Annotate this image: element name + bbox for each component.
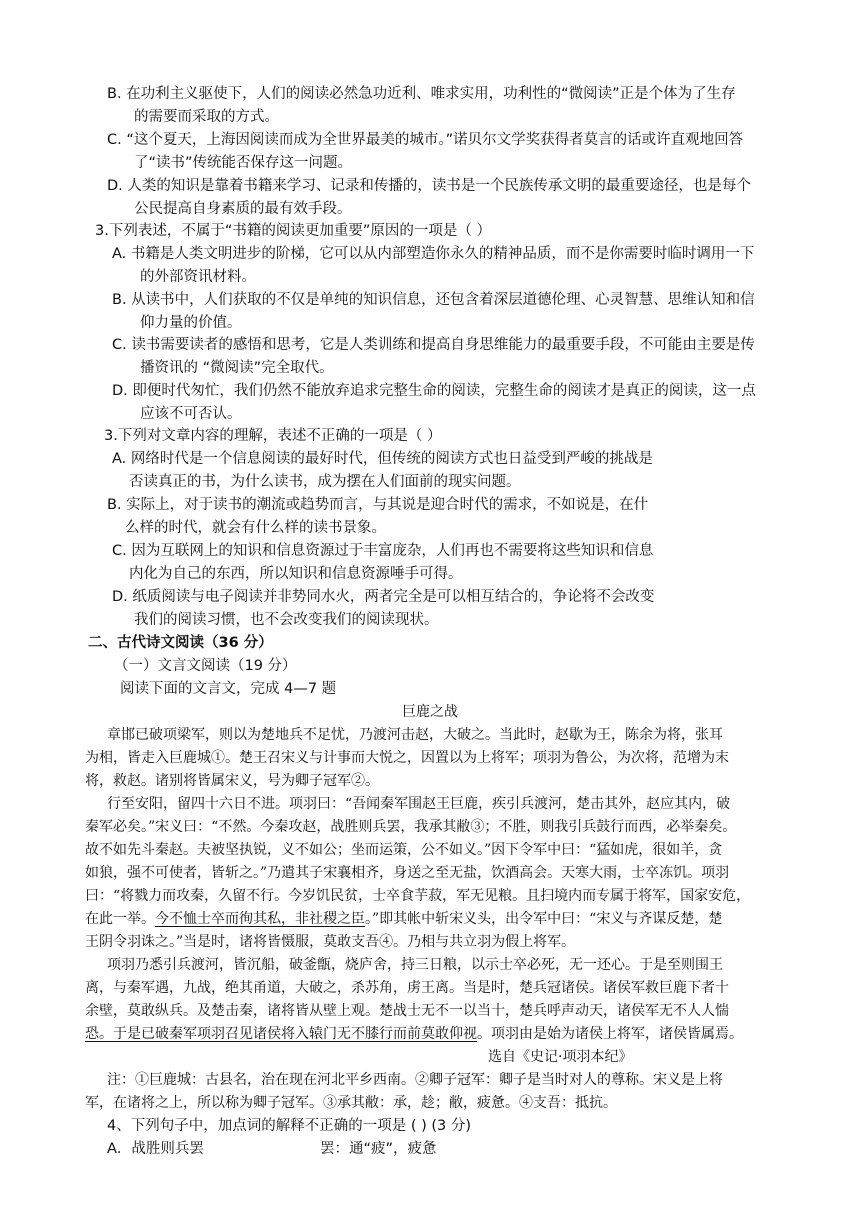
passage-p2-line6-tail: 。”即其帐中斩宋义头，出令军中曰：“宋义与齐谋反楚，楚 <box>365 911 723 927</box>
section-title: 二、古代诗文阅读（36 分） <box>88 635 273 651</box>
q3a-option-d-line2: 应该不可否认。 <box>140 406 242 422</box>
reading-instruction: 阅读下面的文言文，完成 4—7 题 <box>120 681 337 697</box>
q3b-option-b-line2: 么样的时代，就会有什么样的读书景象。 <box>125 520 386 536</box>
q4-stem: 4、下列句子中，加点词的解释不正确的一项是 ( ) (3 分) <box>107 1118 472 1134</box>
passage-p3-line4 <box>85 1023 743 1045</box>
passage-p3-line1: 项羽乃悉引兵渡河，皆沉船，破釜甑，烧庐舍，持三日粮，以示士卒必死，无一还心。于是至则围王 <box>107 957 723 973</box>
q3b-stem: 3.下列对文章内容的理解，表述不正确的一项是（ ） <box>104 428 442 444</box>
passage-p2-line2: 秦军必矣。”宋义曰：“不然。今秦攻赵，战胜则兵罢，我承其敝③；不胜，则我引兵鼓行而西，必举秦矣。 <box>85 819 737 835</box>
passage-p1-line2: 为相，皆走入巨鹿城①。楚王召宋义与计事而大悦之，因置以为上将军；项羽为鲁公，为次将，范增为末 <box>85 750 729 766</box>
q2-option-c-line2: 了“读书”传统能否保存这一问题。 <box>134 155 353 171</box>
q3a-option-b-line2: 仰力量的价值。 <box>140 315 242 331</box>
q3a-stem: 3.下列表述，不属于“书籍的阅读更加重要”原因的一项是（ ） <box>95 223 491 239</box>
q3b-option-b-line1: B. 实际上，对于读书的潮流或趋势而言，与其说是迎合时代的需求，不如说是，在什 <box>107 497 649 513</box>
q3b-option-c-line2: 内化为自己的东西，所以知识和信息资源唾手可得。 <box>129 566 463 582</box>
passage-p2-line5: 曰：“将戮力而攻秦，久留不行。今岁饥民贫，士卒食芋菽，军无见粮。且扫境内而专属于将军，国家安危， <box>85 888 751 904</box>
passage-note-line1: 注：①巨鹿城：古县名，治在现在河北平乡西南。②卿子冠军：卿子是当时对人的尊称。宋义是上将 <box>107 1072 723 1088</box>
q2-option-d-line1: D. 人类的知识是靠着书籍来学习、记录和传播的，读书是一个民族传承文明的最重要途径，也是每个 <box>107 178 751 194</box>
passage-p2-line4: 如狼，强不可使者，皆斩之。”乃遣其子宋襄相齐，身送之至无盐，饮酒高会。天寒大雨，士卒冻饥。项羽 <box>85 865 730 881</box>
passage-p1-line3: 将，救赵。诸别将皆属宋义，号为卿子冠军②。 <box>85 773 379 789</box>
q2-option-b-line2: 的需要而采取的方式。 <box>134 109 279 125</box>
passage-p3-line4-tail: 。项羽由是始为诸侯上将军，诸侯皆属焉。 <box>477 1026 743 1042</box>
passage-p2-line3: 故不如先斗秦赵。夫被坚执锐，义不如公；坐而运策，公不如义。”因下令军中曰：“猛如虎，很如羊，贪 <box>85 842 723 858</box>
passage-p2-line6 <box>85 908 722 930</box>
q2-option-b-line1: B. 在功利主义驱使下，人们的阅读必然急功近利、唯求实用，功利性的“微阅读”正是个体为了生存 <box>107 86 736 102</box>
q3a-option-d-line1: D. 即便时代匆忙，我们仍然不能放弃追求完整生命的阅读，完整生命的阅读才是真正的阅读，这一点 <box>112 383 756 399</box>
passage-source: 选自《史记·项羽本纪》 <box>488 1049 633 1065</box>
q3b-option-c-line1: C. 因为互联网上的知识和信息资源过于丰富庞杂，人们再也不需要将这些知识和信息 <box>112 543 654 559</box>
q3a-option-b-line1: B. 从读书中，人们获取的不仅是单纯的知识信息，还包含着深层道德伦理、心灵智慧、思维认知和信 <box>112 292 755 308</box>
passage-note-line2: 军，在诸将之上，所以称为卿子冠军。③承其敝：承，趁；敝，疲惫。④支吾：抵抗。 <box>85 1095 617 1111</box>
q2-option-d-line2: 公民提高自身素质的最有效手段。 <box>134 201 352 217</box>
q3a-option-c-line2: 播资讯的 “微阅读”完全取代。 <box>140 360 334 376</box>
underlined-sentence-2: 恐。于是已破秦军项羽召见诸侯将入辕门无不膝行而前莫敢仰视 <box>85 1026 477 1042</box>
passage-p3-line2: 离，与秦军遇，九战，绝其甬道，大破之，杀苏角，虏王离。当是时，楚兵冠诸侯。诸侯军救巨鹿下者十 <box>85 980 729 996</box>
q2-option-c-line1: C. “这个夏天，上海因阅读而成为全世界最美的城市。”诺贝尔文学奖获得者莫言的话或许直观地回答 <box>107 132 744 148</box>
underlined-sentence-1: 今不恤士卒而徇其私，非社稷之臣 <box>155 911 365 927</box>
q3a-option-a-line1: A. 书籍是人类文明进步的阶梯，它可以从内部塑造你永久的精神品质，而不是你需要时临时调用一下 <box>112 246 755 262</box>
q3b-option-d-line2: 我们的阅读习惯，也不会改变我们的阅读现状。 <box>134 612 439 628</box>
q3a-option-c-line1: C. 读书需要读者的感悟和思考，它是人类训练和提高自身思维能力的最重要手段，不可能由主要是传 <box>112 337 755 353</box>
passage-p1-line1: 章邯已破项梁军，则以为楚地兵不足忧，乃渡河击赵，大破之。当此时，赵歇为王，陈余为将，张耳 <box>107 727 723 743</box>
passage-p2-line7: 王阴令羽诛之。”当是时，诸将皆慑服，莫敢支吾④。乃相与共立羽为假上将军。 <box>85 934 576 950</box>
q3b-option-a-line2: 否读真正的书，为什么读书，成为摆在人们面前的现实问题。 <box>129 474 521 490</box>
q4-option-a-gloss: 罢：通“疲”，疲惫 <box>320 1141 437 1157</box>
q3b-option-d-line1: D. 纸质阅读与电子阅读并非势同水火，两者完全是可以相互结合的，争论将不会改变 <box>112 589 655 605</box>
subsection-title: （一）文言文阅读（19 分） <box>114 658 297 674</box>
q3b-option-a-line1: A. 网络时代是一个信息阅读的最好时代，但传统的阅读方式也日益受到严峻的挑战是 <box>112 451 653 467</box>
q3a-option-a-line2: 的外部资讯材料。 <box>140 269 256 285</box>
passage-p2-line6-lead: 在此一举。 <box>85 911 155 927</box>
passage-p3-line3: 余壁，莫敢纵兵。及楚击秦，诸将皆从壁上观。楚战士无不一以当十，楚兵呼声动天，诸侯军无不人人惴 <box>85 1003 729 1019</box>
q4-option-a-text: A．战胜则兵罢 <box>107 1141 204 1157</box>
passage-p2-line1: 行至安阳，留四十六日不进。项羽曰：“吾闻秦军围赵王巨鹿，疾引兵渡河，楚击其外，赵应其内，破 <box>107 796 731 812</box>
passage-title: 巨鹿之战 <box>402 704 458 720</box>
